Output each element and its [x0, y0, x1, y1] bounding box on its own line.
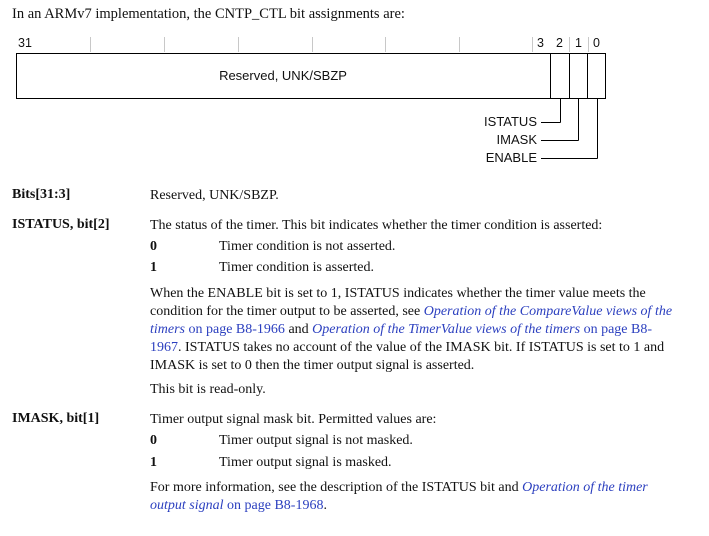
istatus-para-text-1: When the ENABLE bit is set to 1, ISTATUS indicates whether the timer value meets the condition for the timer output to be asserted, see [150, 286, 646, 319]
intro-text: In an ARMv7 implementation, the CNTP_CTL bit assignments are: [12, 6, 405, 22]
istatus-value-0: 0 [150, 239, 157, 254]
link-timer-value-views[interactable]: Operation of the TimerValue views of the timers [312, 322, 581, 337]
bit-number-0: 0 [593, 36, 600, 50]
label-imask: IMASK [496, 132, 537, 147]
imask-para-text-1: For more information, see the description of the ISTATUS bit and [150, 480, 523, 495]
link-timer-output-signal[interactable]: Operation of the timer output signal [150, 480, 648, 513]
term-bits-31-3: Bits[31:3] [12, 187, 71, 202]
imask-para-end: . [323, 498, 327, 513]
istatus-meaning-0: Timer condition is not asserted. [219, 239, 396, 254]
imask-value-0: 0 [150, 433, 157, 448]
bit-number-3: 3 [537, 36, 544, 50]
imask-meaning-1: Timer output signal is masked. [219, 455, 392, 470]
page-ref-b8-1968[interactable]: on page B8-1968 [223, 498, 324, 513]
bit-number-1: 1 [575, 36, 582, 50]
istatus-para-and: and [284, 322, 313, 337]
desc-istatus: The status of the timer. This bit indicates whether the timer condition is asserted: [150, 218, 603, 233]
imask-meaning-0: Timer output signal is not masked. [219, 433, 413, 448]
reserved-field: Reserved, UNK/SBZP [219, 68, 347, 83]
istatus-read-only: This bit is read-only. [150, 382, 266, 397]
istatus-paragraph [150, 285, 680, 375]
imask-paragraph [150, 479, 680, 515]
label-istatus: ISTATUS [484, 114, 537, 129]
label-enable: ENABLE [485, 150, 537, 165]
istatus-value-1: 1 [150, 260, 157, 275]
page-ref-b8-1967[interactable]: on page B8-1967 [150, 322, 653, 355]
imask-value-1: 1 [150, 455, 157, 470]
istatus-meaning-1: Timer condition is asserted. [219, 260, 375, 275]
link-compare-value-views[interactable]: Operation of the CompareValue views of the timers [150, 304, 673, 337]
bit-number-2: 2 [556, 36, 563, 50]
istatus-para-text-2: . ISTATUS takes no account of the value of the IMASK bit. If ISTATUS is set to 1 and IMASK is set to 0 then the timer output signal is asserted. [150, 340, 665, 373]
page-ref-b8-1966[interactable]: on page B8-1966 [185, 322, 285, 337]
desc-bits-31-3: Reserved, UNK/SBZP. [150, 188, 279, 203]
desc-imask: Timer output signal mask bit. Permitted values are: [150, 412, 437, 427]
term-imask: IMASK, bit[1] [12, 411, 100, 426]
term-istatus: ISTATUS, bit[2] [12, 217, 110, 232]
bit-number-31: 31 [18, 36, 32, 50]
